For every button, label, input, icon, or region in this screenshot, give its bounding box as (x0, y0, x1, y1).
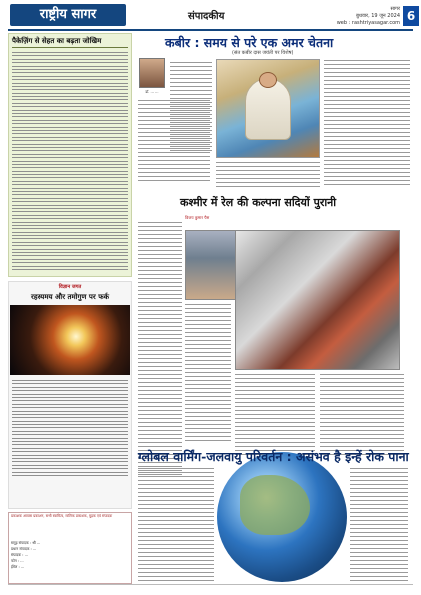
left-article-heading: पैकेज़िंग से सेहत का बढ़ता जोखिम (12, 37, 102, 45)
info-row: समूह संपादक : श्री ... (11, 541, 41, 545)
info-row: प्रधान संपादक : ... (11, 547, 37, 551)
vigyan-label: विज्ञान जगत (58, 284, 82, 290)
heading-rule (12, 47, 128, 48)
author-photo (139, 58, 165, 88)
kashmir-col1 (138, 222, 182, 478)
kashmir-author: विजय कुमार पैस (185, 215, 210, 220)
global-warming-headline (138, 446, 421, 465)
bottom-strip (8, 586, 413, 591)
masthead-dateline (330, 6, 400, 27)
newspaper-logo: राष्ट्रीय सागर (10, 4, 126, 26)
author-name: डॉ. ... ... (145, 90, 159, 94)
vigyan-title: रहस्यमय और तमोगुण पर फर्क (31, 293, 109, 301)
info-row: ईमेल : ... (11, 565, 25, 569)
info-row: फोन : ... (11, 559, 24, 563)
publisher-info-rows (11, 540, 129, 570)
gw-col1 (138, 468, 214, 584)
info-row: संपादक : ... (11, 553, 28, 557)
gw-col3 (350, 468, 408, 584)
place-text: सागर (390, 6, 400, 12)
left-article-body (12, 52, 128, 272)
date-text: बुधवार, 19 जून 2024 (356, 13, 400, 19)
kabir-right-column (324, 60, 410, 188)
page-bottom-rule (8, 584, 413, 585)
global-warming-headline-text: ग्लोबल वार्मिंग-जलवायु परिवर्तन : असंभव है इन्हें रोक पाना (138, 449, 409, 464)
space-image (10, 305, 130, 375)
kabir-body-below (216, 162, 320, 190)
publisher-info-head: प्रकाशक आवास प्रकाशन, सभी स्वामित्व, मालिक प्रकाशक, मुद्रक एवं संपादक (11, 514, 113, 518)
masthead-rule (8, 29, 413, 31)
kabir-headline: कबीर : समय से परे एक अमर चेतना (165, 35, 334, 50)
kabir-figure-head (259, 72, 277, 88)
section-title: संपादकीय (188, 11, 225, 22)
kashmir-train-photo (235, 230, 400, 370)
vigyan-body (12, 380, 128, 478)
kashmir-col2 (185, 304, 231, 444)
kabir-subheading: (संत कबीर दास जयंती पर विशेष) (232, 50, 294, 56)
kashmir-headline: कश्मीर में रेल की कल्पना सदियों पुरानी (180, 196, 337, 209)
page-number: 6 (403, 6, 419, 26)
site-text: web : rashtriyasagar.com (336, 20, 400, 26)
kabir-body-col1 (138, 100, 210, 184)
